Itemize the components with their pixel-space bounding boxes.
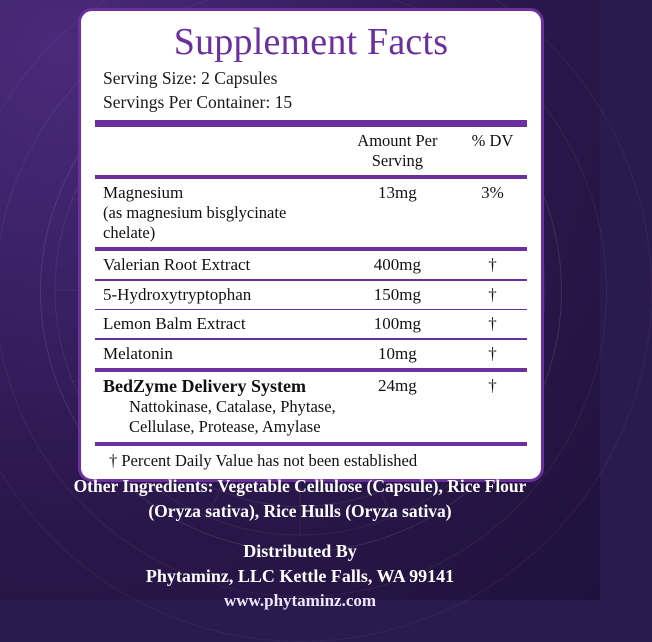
supplement-facts-panel (78, 8, 544, 482)
distributed-by-heading: Distributed By (243, 540, 357, 561)
table-row (95, 251, 527, 279)
blend-dv: † (488, 375, 497, 395)
nutrient-name: Magnesium (103, 183, 184, 203)
table-row (95, 281, 527, 309)
table-row (95, 372, 527, 442)
nutrient-amount: 150mg (373, 284, 422, 304)
company-address: Phytaminz, LLC Kettle Falls, WA 99141 (145, 565, 455, 586)
table-row (95, 340, 527, 368)
blend-name: BedZyme Delivery System (103, 375, 306, 396)
nutrient-amount: 400mg (373, 255, 422, 275)
table-row (95, 179, 527, 247)
nutrient-name-cell (95, 179, 337, 247)
blend-name-cell (95, 372, 337, 442)
servings-per-container: Servings Per Container: 15 (103, 91, 293, 112)
nutrient-name: Melatonin (103, 343, 173, 363)
supplement-facts-title: Supplement Facts (173, 21, 449, 63)
other-ingredients: Other Ingredients: Vegetable Cellulose (Capsule), Rice Flour (Oryza sativa), Rice Hulls (Oryza sativa) (73, 476, 527, 522)
nutrient-table-bedzyme (95, 372, 527, 442)
nutrient-table-row-4 (95, 340, 527, 368)
header-amount-per-serving: Amount Per Serving (357, 131, 438, 171)
divider-thick (95, 120, 527, 127)
nutrient-dv: † (488, 314, 497, 334)
daily-value-footnote: † Percent Daily Value has not been established (109, 450, 418, 470)
nutrient-amount: 100mg (373, 314, 422, 334)
blend-components: Nattokinase, Catalase, Phytase, Cellulase, Protease, Amylase (129, 396, 336, 437)
nutrient-table-blend (95, 251, 527, 279)
label-footer (0, 474, 600, 611)
nutrient-table-magnesium (95, 179, 527, 247)
table-row (95, 310, 527, 338)
header-percent-dv: % DV (471, 131, 514, 151)
blend-amount: 24mg (378, 375, 417, 395)
nutrient-amount: 13mg (378, 183, 417, 203)
facts-header-table (95, 127, 527, 175)
facts-header-row (95, 127, 527, 175)
nutrient-name: Lemon Balm Extract (103, 314, 246, 334)
nutrient-table-row-2 (95, 281, 527, 309)
nutrient-table-row-3 (95, 310, 527, 338)
nutrient-amount: 10mg (378, 343, 417, 363)
nutrient-dv: † (488, 284, 497, 304)
nutrient-dv: † (488, 255, 497, 275)
nutrient-name: Valerian Root Extract (103, 255, 251, 275)
header-blank (95, 127, 337, 175)
nutrient-dv: † (488, 343, 497, 363)
serving-size: Serving Size: 2 Capsules (103, 67, 278, 88)
nutrient-name: 5-Hydroxytryptophan (103, 284, 252, 304)
nutrient-source: (as magnesium bisglycinate chelate) (103, 203, 287, 243)
nutrient-dv: 3% (481, 183, 504, 203)
company-website: www.phytaminz.com (223, 590, 377, 610)
